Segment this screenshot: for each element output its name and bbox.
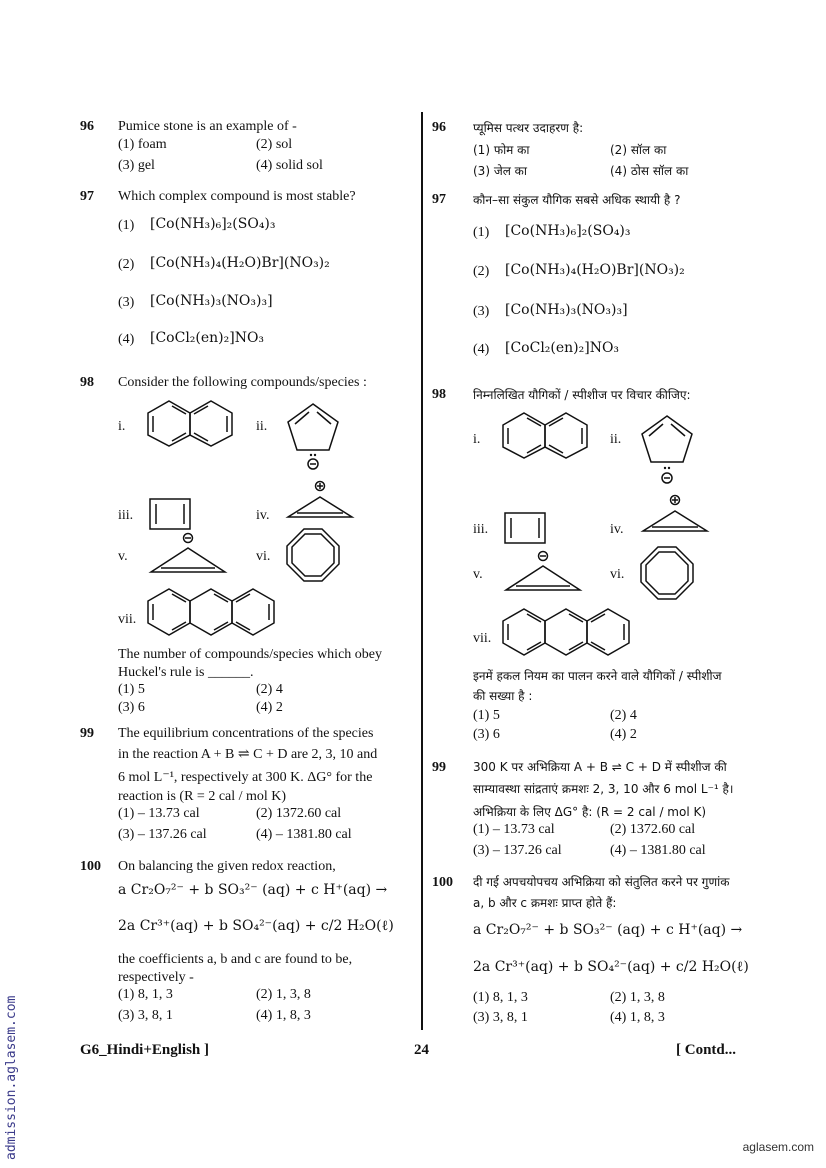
option: (2)	[118, 257, 135, 272]
question-text: reaction is (R = 2 cal / mol K)	[118, 789, 287, 804]
equation: 2a Cr³⁺(aq) + b SO₄²⁻(aq) + c/2 H₂O(ℓ)	[118, 918, 394, 934]
formula: [Co(NH₃)₄(H₂O)Br](NO₃)₂	[150, 255, 330, 271]
cyclopropenyl-anion-structure	[148, 532, 228, 576]
option: (3) 3, 8, 1	[118, 1008, 173, 1023]
question-number: 99	[432, 760, 446, 775]
cyclopropenyl-cation-structure	[640, 494, 710, 534]
structure-label: iv.	[610, 522, 624, 537]
option: (1) foam	[118, 137, 167, 152]
watermark-corner: aglasem.com	[742, 1140, 814, 1154]
equation: 2a Cr³⁺(aq) + b SO₄²⁻(aq) + c/2 H₂O(ℓ)	[473, 959, 749, 975]
option: (3) – 137.26 cal	[473, 843, 562, 858]
structure-label: vi.	[256, 549, 271, 564]
option: (1) 5	[118, 682, 145, 697]
formula: [Co(NH₃)₃(NO₃)₃]	[505, 302, 628, 318]
question-text: The number of compounds/species which obey	[118, 647, 382, 662]
option: (2) 4	[610, 708, 637, 723]
option: (3) 6	[118, 700, 145, 715]
structure-label: ii.	[256, 419, 268, 434]
option: (1) 5	[473, 708, 500, 723]
structure-label: v.	[473, 567, 483, 582]
structure-label: iii.	[473, 522, 489, 537]
footer-paper-code: G6_Hindi+English ]	[80, 1042, 210, 1058]
question-text: 300 K पर अभिक्रिया A + B ⇌ C + D में स्पीशीज की	[473, 760, 727, 774]
option: (3) जेल का	[473, 164, 527, 178]
structure-label: iv.	[256, 508, 270, 523]
question-number: 100	[80, 859, 101, 874]
option: (3) 3, 8, 1	[473, 1010, 528, 1025]
footer-contd: [ Contd...	[676, 1042, 737, 1058]
option: (3) 6	[473, 727, 500, 742]
question-text: प्यूमिस पत्थर उदाहरण है:	[473, 121, 584, 135]
page-number: 24	[414, 1042, 429, 1058]
option: (2) 1, 3, 8	[256, 987, 311, 1002]
question-number: 99	[80, 726, 94, 741]
anthracene-structure	[145, 586, 281, 638]
cyclooctatetraene-structure	[284, 526, 342, 584]
question-text: निम्नलिखित यौगिकों / स्पीशीज पर विचार कीजिए:	[473, 388, 691, 402]
structure-label: vi.	[610, 567, 625, 582]
option: (1)	[473, 225, 490, 240]
naphthalene-structure	[145, 398, 240, 448]
question-text: in the reaction A + B ⇌ C + D are 2, 3, 10 and	[118, 747, 378, 762]
question-text: the coefficients a, b and c are found to be,	[118, 952, 353, 967]
option: (2)	[473, 264, 490, 279]
question-text: दी गई अपचयोपचय अभिक्रिया को संतुलित करने पर गुणांक	[473, 875, 730, 889]
option: (2) 1372.60 cal	[256, 806, 342, 821]
question-text: इनमें हकल नियम का पालन करने वाले यौगिकों / स्पीशीज	[473, 669, 722, 683]
option: (3) – 137.26 cal	[118, 827, 207, 842]
question-number: 100	[432, 875, 453, 890]
question-text: साम्यावस्था सांद्रताएं क्रमशः 2, 3, 10 और 6 mol L⁻¹ है।	[473, 782, 734, 796]
option: (1) फोम का	[473, 143, 530, 157]
option: (1) 8, 1, 3	[473, 990, 528, 1005]
option: (3)	[118, 295, 135, 310]
watermark-side: admission.aglasem.com	[4, 995, 19, 1160]
formula: [Co(NH₃)₃(NO₃)₃]	[150, 293, 273, 309]
option: (4) 2	[256, 700, 283, 715]
question-number: 96	[80, 119, 94, 134]
option: (4) 2	[610, 727, 637, 742]
cyclooctatetraene-structure	[638, 544, 696, 602]
formula: [Co(NH₃)₆]₂(SO₄)₃	[150, 216, 276, 232]
structure-label: iii.	[118, 508, 134, 523]
option: (3) gel	[118, 158, 155, 173]
anthracene-structure	[500, 606, 636, 658]
question-text: The equilibrium concentrations of the species	[118, 726, 374, 741]
equation: a Cr₂O₇²⁻ + b SO₃²⁻ (aq) + c H⁺(aq) →	[118, 882, 388, 898]
question-text: अभिक्रिया के लिए ΔG° है: (R = 2 cal / mol K)	[473, 805, 707, 819]
equation: a Cr₂O₇²⁻ + b SO₃²⁻ (aq) + c H⁺(aq) →	[473, 922, 743, 938]
question-text: की सख्या है :	[473, 689, 533, 703]
option: (4) – 1381.80 cal	[256, 827, 352, 842]
question-text: 6 mol L⁻¹, respectively at 300 K. ΔG° for the	[118, 770, 373, 785]
cyclopropenyl-anion-structure	[503, 550, 583, 594]
question-number: 98	[432, 387, 446, 402]
cyclobutadiene-structure	[502, 510, 548, 546]
formula: [CoCl₂(en)₂]NO₃	[505, 340, 620, 356]
option: (4) solid sol	[256, 158, 323, 173]
option: (1) 8, 1, 3	[118, 987, 173, 1002]
question-text: respectively -	[118, 970, 194, 985]
option: (4) ठोस सॉल का	[610, 164, 689, 178]
structure-label: vii.	[473, 631, 492, 646]
cyclobutadiene-structure	[147, 496, 193, 532]
question-text: a, b और c क्रमशः प्राप्त होते हैं:	[473, 896, 617, 910]
option: (2) 1, 3, 8	[610, 990, 665, 1005]
option: (4) – 1381.80 cal	[610, 843, 706, 858]
option: (4) 1, 8, 3	[256, 1008, 311, 1023]
question-number: 98	[80, 375, 94, 390]
question-number: 97	[432, 192, 446, 207]
formula: [Co(NH₃)₄(H₂O)Br](NO₃)₂	[505, 262, 685, 278]
option: (1) – 13.73 cal	[118, 806, 200, 821]
structure-label: v.	[118, 549, 128, 564]
structure-label: i.	[118, 419, 126, 434]
option: (1) – 13.73 cal	[473, 822, 555, 837]
formula: [CoCl₂(en)₂]NO₃	[150, 330, 265, 346]
structure-label: vii.	[118, 612, 137, 627]
option: (3)	[473, 304, 490, 319]
question-text: Huckel's rule is ______.	[118, 665, 254, 680]
question-text: Pumice stone is an example of -	[118, 119, 297, 134]
question-text: On balancing the given redox reaction,	[118, 859, 336, 874]
question-number: 96	[432, 120, 446, 135]
cyclopentadienyl-anion-structure	[637, 412, 697, 486]
question-text: कौन–सा संकुल यौगिक सबसे अधिक स्थायी है ?	[473, 193, 681, 207]
structure-label: i.	[473, 432, 481, 447]
option: (2) sol	[256, 137, 293, 152]
option: (1)	[118, 218, 135, 233]
cyclopropenyl-cation-structure	[285, 480, 355, 520]
naphthalene-structure	[500, 410, 595, 460]
formula: [Co(NH₃)₆]₂(SO₄)₃	[505, 223, 631, 239]
question-number: 97	[80, 189, 94, 204]
question-text: Which complex compound is most stable?	[118, 189, 356, 204]
column-divider	[421, 112, 423, 1030]
structure-label: ii.	[610, 432, 622, 447]
option: (4) 1, 8, 3	[610, 1010, 665, 1025]
option: (2) 1372.60 cal	[610, 822, 696, 837]
option: (4)	[118, 332, 135, 347]
question-text: Consider the following compounds/species :	[118, 375, 367, 390]
option: (2) सॉल का	[610, 143, 667, 157]
option: (2) 4	[256, 682, 283, 697]
option: (4)	[473, 342, 490, 357]
cyclopentadienyl-anion-structure	[283, 400, 343, 472]
